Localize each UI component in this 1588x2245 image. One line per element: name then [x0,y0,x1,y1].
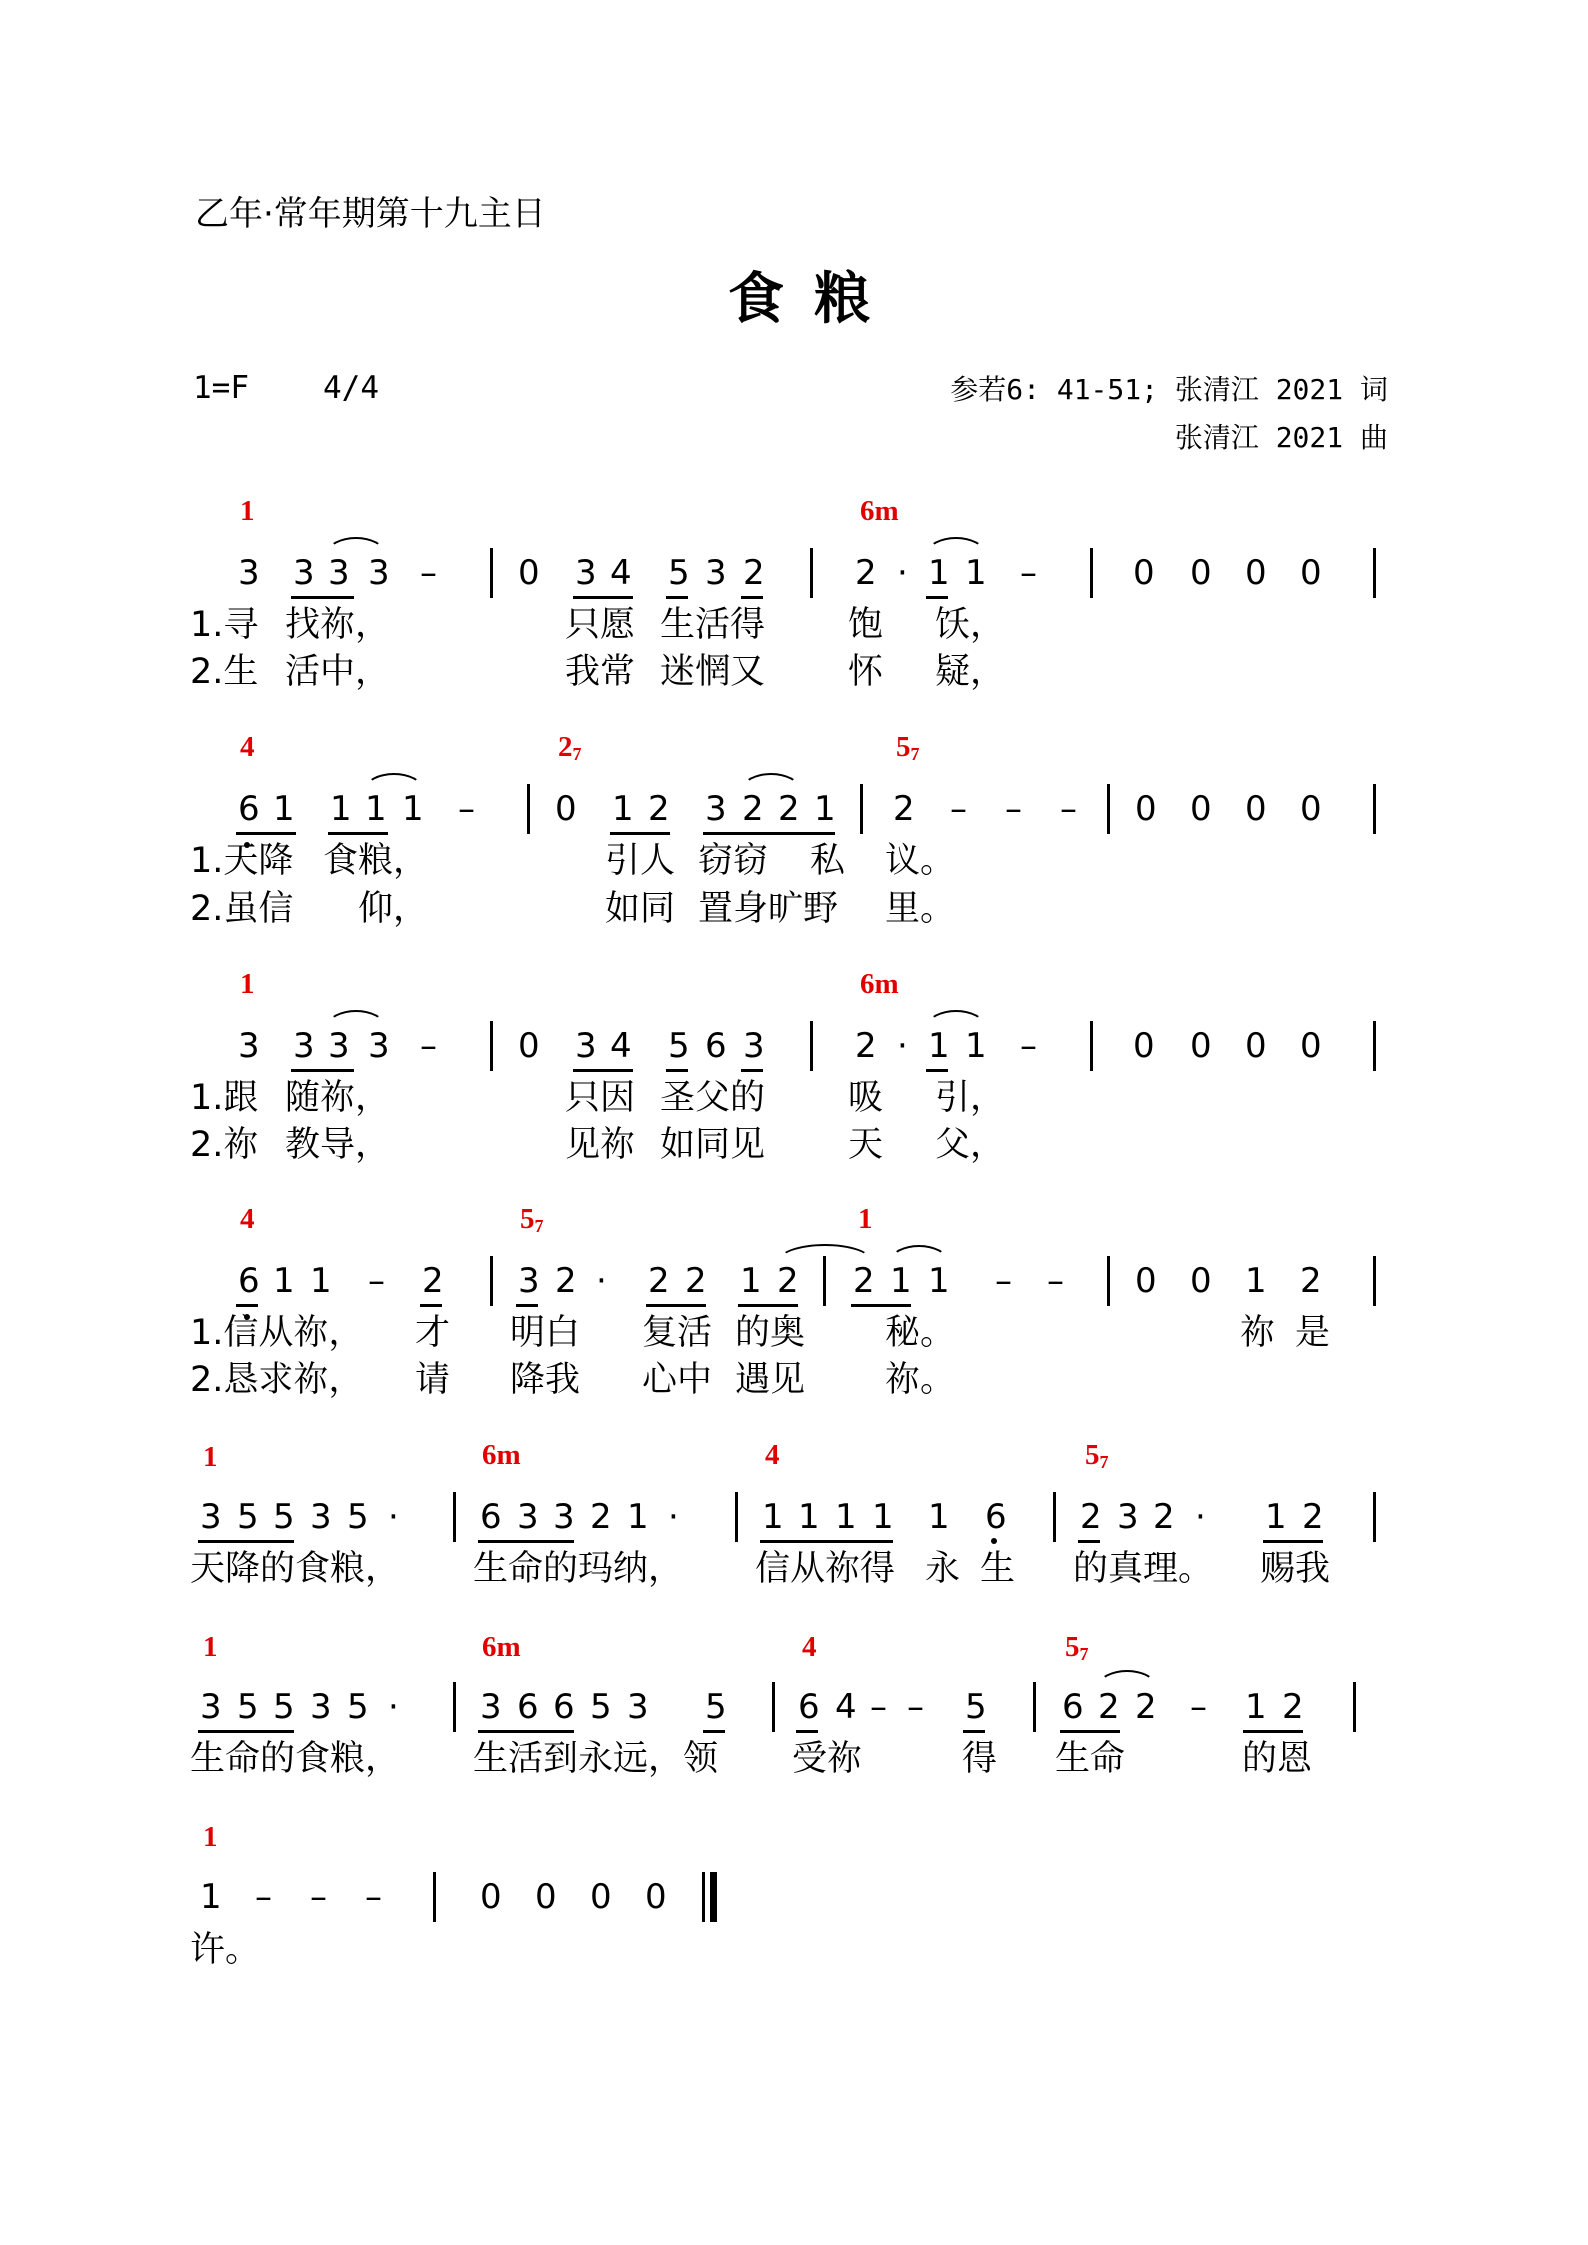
dash: – [1020,553,1037,593]
note: 5 [668,553,690,593]
note: 3 [200,1497,222,1537]
chord-label: 1 [240,495,255,527]
note: 0 [1190,1026,1212,1066]
lyric: 得 [962,1739,998,1779]
beam [1060,1730,1120,1733]
lyric: 心中 [642,1360,713,1400]
lyric: 教导， [285,1125,391,1165]
lyric: 许。 [190,1930,261,1970]
bar-line [735,1492,738,1542]
lyric: 的奥 [735,1313,806,1353]
note: 2 [1098,1687,1120,1727]
bar-line [490,1021,493,1071]
lyric: 生 [980,1549,1016,1589]
beam [1243,1730,1303,1733]
note: 0 [1245,1026,1267,1066]
lyric: 2.祢 [190,1125,259,1165]
dash: – [310,1877,327,1917]
lyric: 圣父的 [660,1078,766,1118]
note: 0 [1133,1026,1155,1066]
lyric: 祢 [1240,1313,1276,1353]
note: 1 [310,1261,332,1301]
note: 2 [743,553,765,593]
note: 1 [740,1261,762,1301]
lyric: 复活 [642,1313,713,1353]
dash: – [907,1687,924,1727]
note: 3 [517,1497,539,1537]
note: 1 [890,1261,912,1301]
lyric: 窃窃 [698,841,769,881]
lyric: 遇见 [735,1360,806,1400]
final-bar-thin [702,1872,705,1922]
note: 6 [1062,1687,1084,1727]
lyric: 请 [415,1360,451,1400]
lyric: 天 [848,1125,884,1165]
dash: – [1005,789,1022,829]
dot: · [897,553,908,593]
note: 0 [1190,553,1212,593]
bar-line [1353,1682,1356,1732]
lyric: 见祢 [565,1125,636,1165]
chord-label: 4 [765,1439,780,1471]
chord-label: 1 [240,968,255,1000]
note: 2 [590,1497,612,1537]
chord-label: 4 [802,1631,817,1663]
lyric: 受祢 [792,1739,863,1779]
lyric: 1.天降 [190,841,294,881]
note: 0 [1245,553,1267,593]
lyric: 明白 [510,1313,581,1353]
beam [703,832,835,835]
beam [478,1730,574,1733]
bar-line [772,1682,775,1732]
lyric: 迷惘又 [660,652,766,692]
chord-label: 1 [203,1821,218,1853]
bar-line [1373,1256,1376,1306]
bar-line [1373,784,1376,834]
note: 2 [1080,1497,1102,1537]
note: 2 [1282,1687,1304,1727]
beam [1263,1540,1323,1543]
lyric: 饱 [848,605,884,645]
note: 6 [705,1026,727,1066]
note: 3 [293,553,315,593]
note: 0 [1245,789,1267,829]
note: 1 [612,789,634,829]
chord-label: $5_7$ [1085,1439,1109,1472]
note: 0 [1190,789,1212,829]
lyric: 食粮， [323,841,429,881]
note: 1 [872,1497,894,1537]
chord-label: $5_7$ [896,731,920,764]
beam [646,1304,706,1307]
lyric: 如同 [605,889,676,929]
beam [963,1730,985,1733]
note: 5 [237,1687,259,1727]
time-signature: 4/4 [323,370,379,406]
note: 2 [855,553,877,593]
dot: · [897,1026,908,1066]
note: 3 [553,1497,575,1537]
dot: · [668,1497,679,1537]
bar-line [453,1682,456,1732]
lyric: 疑， [935,652,1006,692]
note: 1 [814,789,836,829]
lyric: 的真理。 [1073,1549,1214,1589]
note: 1 [928,553,950,593]
lyric: 生命 [1055,1739,1126,1779]
dash: – [1020,1026,1037,1066]
bar-line [810,548,813,598]
lyric: 生活得 [660,605,766,645]
lyric: 生命的玛纳， [473,1549,684,1589]
note: 3 [200,1687,222,1727]
chord-label: $2_7$ [558,731,582,764]
note: 3 [627,1687,649,1727]
note: 2 [893,789,915,829]
lyric: 的恩 [1242,1739,1313,1779]
beam [610,832,670,835]
lyric: 天降的食粮， [190,1549,401,1589]
tie [927,1010,985,1026]
note: 3 [705,789,727,829]
beam [236,832,296,835]
beam [573,1069,633,1072]
note: 0 [1300,1026,1322,1066]
lyric: 引， [935,1078,1006,1118]
lyric: 随祢， [285,1078,391,1118]
beam [760,1540,893,1543]
note: 5 [273,1497,295,1537]
final-bar-thick [710,1872,717,1922]
dash: – [368,1261,385,1301]
note: 3 [238,553,260,593]
chord-label: 1 [203,1441,218,1473]
note: 1 [965,1026,987,1066]
note: 0 [518,1026,540,1066]
note: 1 [627,1497,649,1537]
bar-line [810,1021,813,1071]
note: 0 [1135,1261,1157,1301]
lyric: 找祢， [285,605,391,645]
note: 2 [778,789,800,829]
note: 3 [705,553,727,593]
note: 2 [1135,1687,1157,1727]
lyric: 只愿 [565,605,636,645]
bar-line [1107,1256,1110,1306]
lyric: 私 [810,841,846,881]
bar-line [453,1492,456,1542]
beam [291,596,354,599]
note: 1 [200,1877,222,1917]
bar-line [1090,548,1093,598]
note: 1 [798,1497,820,1537]
dash: – [1047,1261,1064,1301]
note: 5 [668,1026,690,1066]
note: 1 [928,1497,950,1537]
note: 2 [555,1261,577,1301]
bar-line [1053,1492,1056,1542]
note: 2 [1302,1497,1324,1537]
chord-label: 6m [860,968,899,1000]
beam [573,596,633,599]
lyric: 生命的食粮， [190,1739,401,1779]
note: 0 [535,1877,557,1917]
note: 6 [238,1261,260,1301]
beam [291,1069,354,1072]
note: 6 [238,789,260,829]
bar-line [433,1872,436,1922]
bar-line [1107,784,1110,834]
dash: – [870,1687,887,1727]
note: 2 [777,1261,799,1301]
beam [328,832,388,835]
chord-label: 4 [240,1203,255,1235]
note: 0 [1190,1261,1212,1301]
lyric: 才 [415,1313,451,1353]
beam [198,1540,294,1543]
note: 2 [855,1026,877,1066]
tie [742,773,800,789]
note: 1 [273,1261,295,1301]
dash: – [365,1877,382,1917]
note: 3 [575,1026,597,1066]
note: 4 [835,1687,857,1727]
beam [420,1304,442,1307]
note: 2 [648,789,670,829]
note: 3 [238,1026,260,1066]
note: 2 [648,1261,670,1301]
lyric: 如同见 [660,1125,766,1165]
dash: – [255,1877,272,1917]
lyric: 仰， [358,889,429,929]
tie [365,773,423,789]
lyric: 1.信从祢， [190,1313,364,1353]
note: 0 [480,1877,502,1917]
bar-line [1373,1021,1376,1071]
dash: – [1060,789,1077,829]
note: 1 [330,789,352,829]
lyric: 引人 [605,841,676,881]
beam [666,1069,688,1072]
chord-label: 4 [240,731,255,763]
note: 0 [1300,789,1322,829]
note: 1 [965,553,987,593]
chord-label: $5_7$ [1065,1631,1089,1664]
lyric: 信从祢得 [755,1549,896,1589]
lyric: 怀 [848,652,884,692]
note: 0 [555,789,577,829]
note: 3 [310,1687,332,1727]
occasion-heading: 乙年·常年期第十九主日 [195,194,546,234]
note: 2 [853,1261,875,1301]
lyric: 饫， [935,605,1006,645]
note: 1 [402,789,424,829]
bar-line [1033,1682,1036,1732]
lyric: 降我 [510,1360,581,1400]
note: 0 [1135,789,1157,829]
note: 3 [368,1026,390,1066]
beam [703,1730,725,1733]
note: 5 [347,1687,369,1727]
lyric: 吸 [848,1078,884,1118]
tie [327,537,385,553]
note: 5 [705,1687,727,1727]
note: 1 [1265,1497,1287,1537]
lyric: 赐我 [1260,1549,1331,1589]
lyric: 是 [1295,1313,1331,1353]
note: 3 [328,553,350,593]
note: 3 [480,1687,502,1727]
lyric: 1.跟 [190,1078,259,1118]
lyric: 议。 [885,841,956,881]
chord-label: 1 [203,1631,218,1663]
dash: – [458,789,475,829]
beam [738,1304,798,1307]
note: 6 [517,1687,539,1727]
tie [927,537,985,553]
note: 1 [1245,1261,1267,1301]
lyric: 置身旷野 [698,889,839,929]
note: 0 [590,1877,612,1917]
note: 1 [928,1026,950,1066]
beam [516,1304,538,1307]
note: 2 [685,1261,707,1301]
chord-label: 1 [858,1203,873,1235]
note: 3 [743,1026,765,1066]
lyric: 只因 [565,1078,636,1118]
song-title: 食粮 [728,267,900,332]
note: 0 [645,1877,667,1917]
note: 6 [553,1687,575,1727]
dash: – [950,789,967,829]
chord-label: 6m [482,1439,521,1471]
note: 4 [610,1026,632,1066]
note: 5 [590,1687,612,1727]
lyric: 祢。 [885,1360,956,1400]
note: 0 [518,553,540,593]
note: 1 [762,1497,784,1537]
lyric: 生活到永远，领 [473,1739,719,1779]
dot: · [388,1497,399,1537]
beam [796,1730,818,1733]
lyric: 父， [935,1125,1006,1165]
lyric: 里。 [885,889,956,929]
note: 5 [965,1687,987,1727]
note: 1 [835,1497,857,1537]
bar-line [490,1256,493,1306]
note: 3 [518,1261,540,1301]
note: 3 [293,1026,315,1066]
note: 1 [928,1261,950,1301]
note: 1 [1245,1687,1267,1727]
note: 0 [1133,553,1155,593]
lyric: 2.恳求祢， [190,1360,364,1400]
tie [327,1010,385,1026]
composer-credit: 张清江 2021 曲 [1174,421,1388,454]
lyric: 1.寻 [190,605,259,645]
bar-line [490,548,493,598]
note: 3 [328,1026,350,1066]
tie [890,1245,948,1261]
dash: – [420,1026,437,1066]
dash: – [420,553,437,593]
dash: – [995,1261,1012,1301]
note: 3 [368,553,390,593]
note: 3 [310,1497,332,1537]
note: 4 [610,553,632,593]
note: 2 [1300,1261,1322,1301]
bar-line [1373,548,1376,598]
lyricist-credit: 参若6: 41-51; 张清江 2021 词 [950,373,1388,406]
note: 5 [237,1497,259,1537]
key-signature: 1=F [193,370,249,406]
beam [741,596,763,599]
dot: · [388,1687,399,1727]
lyric: 2.生 [190,652,259,692]
tie [1098,1670,1156,1686]
beam [1078,1540,1100,1543]
beam [741,1069,763,1072]
beam [851,1304,911,1307]
dash: – [1190,1687,1207,1727]
bar-line [823,1256,826,1306]
beam [198,1730,294,1733]
dot: · [1195,1497,1206,1537]
note: 6 [798,1687,820,1727]
bar-line [527,784,530,834]
bar-line [1373,1492,1376,1542]
lyric: 我常 [565,652,636,692]
note: 2 [422,1261,444,1301]
chord-label: $5_7$ [520,1203,544,1236]
note: 0 [1300,553,1322,593]
beam [666,596,688,599]
note: 5 [347,1497,369,1537]
note: 1 [273,789,295,829]
tie [777,1244,873,1262]
lyric: 永 [925,1549,961,1589]
bar-line [860,784,863,834]
note: 2 [1153,1497,1175,1537]
chord-label: 6m [482,1631,521,1663]
note: 6 [480,1497,502,1537]
lyric: 秘。 [885,1313,956,1353]
note: 3 [1117,1497,1139,1537]
chord-label: 6m [860,495,899,527]
beam [236,1304,258,1307]
note: 5 [273,1687,295,1727]
lyric: 活中， [285,652,391,692]
lyric: 2.虽信 [190,889,294,929]
bar-line [1090,1021,1093,1071]
beam [926,1069,948,1072]
dot: · [596,1261,607,1301]
note: 2 [742,789,764,829]
beam [478,1540,574,1543]
note: 1 [365,789,387,829]
low-octave-dot [991,1538,997,1544]
note: 6 [985,1497,1007,1537]
note: 3 [575,553,597,593]
beam [926,596,948,599]
